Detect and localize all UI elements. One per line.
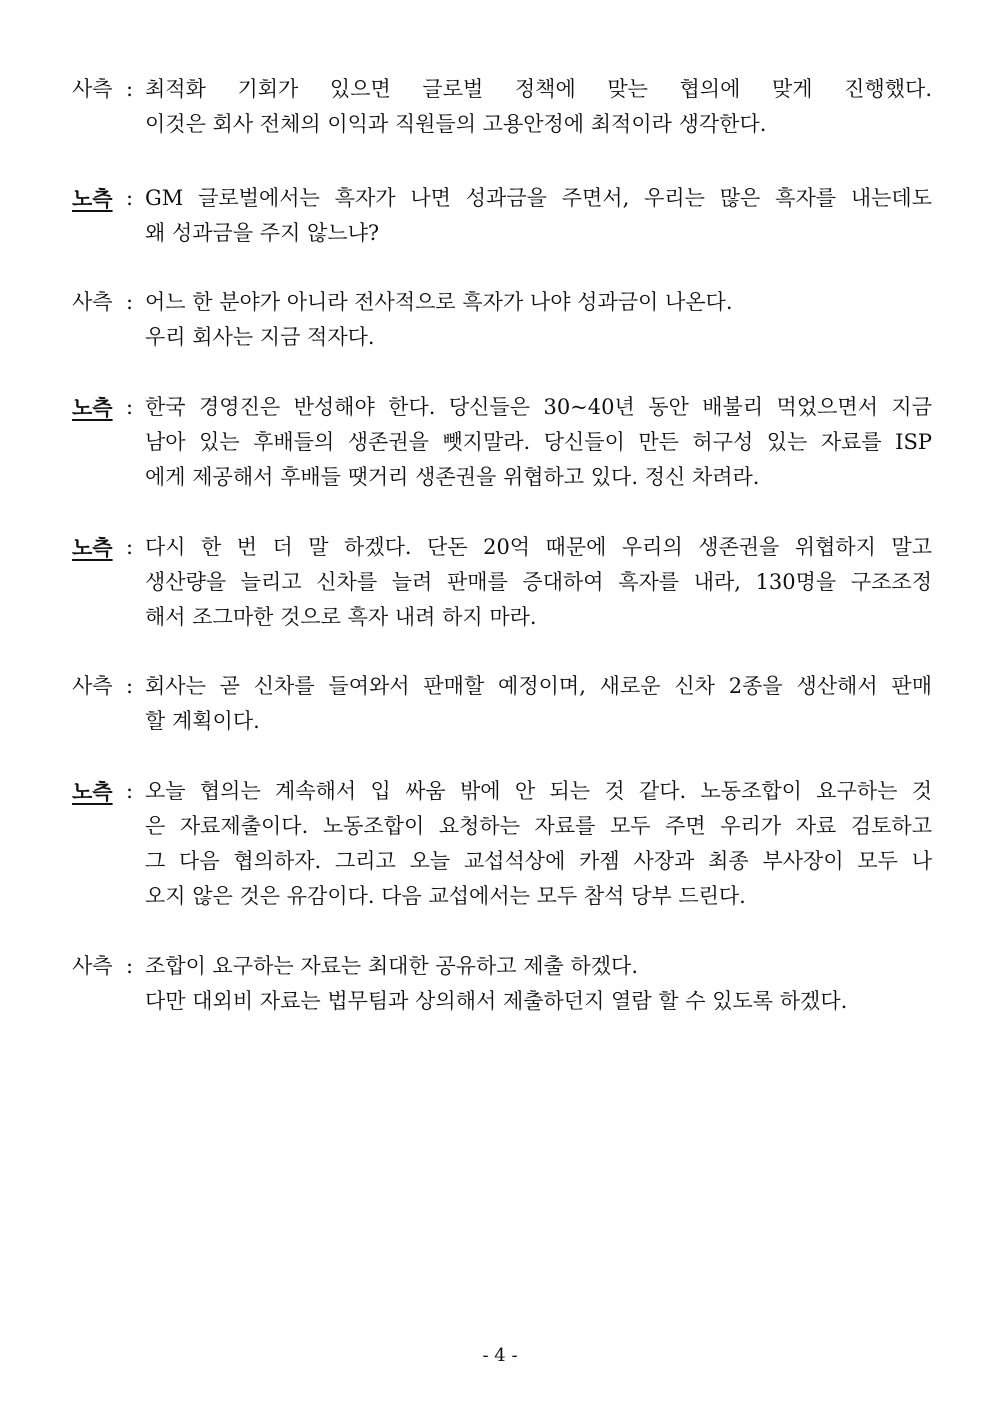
speaker-label: 사측 xyxy=(72,77,113,101)
dialogue-line xyxy=(72,984,932,1019)
dialogue-line xyxy=(72,704,932,739)
dialogue-block-company xyxy=(72,285,932,355)
dialogue-line xyxy=(72,600,932,635)
statement-text: 할 계획이다. xyxy=(145,709,260,733)
statement-text: 오지 않은 것은 유감이다. 다음 교섭에서는 모두 참석 당부 드린다. xyxy=(145,884,746,908)
dialogue-line xyxy=(72,320,932,355)
speaker-separator: : xyxy=(126,674,134,698)
statement-text: 그 다음 협의하자. 그리고 오늘 교섭석상에 카젬 사장과 최종 부사장이 모두 나 xyxy=(145,849,932,873)
speaker-label: 노측 xyxy=(72,186,113,211)
dialogue-line xyxy=(72,879,932,914)
dialogue-block-company xyxy=(72,949,932,1019)
statement-text: 해서 조그마한 것으로 흑자 내려 하지 마라. xyxy=(145,605,537,629)
statement-text: 은 자료제출이다. 노동조합이 요청하는 자료를 모두 주면 우리가 자료 검토하고 xyxy=(145,814,932,838)
dialogue-line xyxy=(72,565,932,600)
dialogue-block-union xyxy=(72,530,932,635)
dialogue-line xyxy=(72,460,932,495)
statement-text: 오늘 협의는 계속해서 입 싸움 밖에 안 되는 것 같다. 노동조합이 요구하는 것 xyxy=(145,779,932,803)
statement-text: 남아 있는 후배들의 생존권을 뺏지말라. 당신들이 만든 허구성 있는 자료를 ISP xyxy=(145,430,932,454)
dialogue-block-union xyxy=(72,390,932,495)
speaker-separator: : xyxy=(126,395,134,419)
speaker-separator: : xyxy=(126,779,134,803)
dialogue-line xyxy=(72,949,932,984)
dialogue-line xyxy=(72,774,932,809)
statement-text: 다시 한 번 더 말 하겠다. 단돈 20억 때문에 우리의 생존권을 위협하지 말고 xyxy=(145,535,932,559)
statement-text: 회사는 곧 신차를 들여와서 판매할 예정이며, 새로운 신차 2종을 생산해서 판매 xyxy=(145,674,932,698)
dialogue-line xyxy=(72,809,932,844)
dialogue-block-company xyxy=(72,72,932,142)
dialogue-line xyxy=(72,107,932,142)
speaker-label: 사측 xyxy=(72,674,113,698)
speaker-separator: : xyxy=(126,535,134,559)
dialogue-line xyxy=(72,72,932,107)
statement-text: 한국 경영진은 반성해야 한다. 당신들은 30~40년 동안 배불리 먹었으면서 지금 xyxy=(145,395,932,419)
dialogue-line xyxy=(72,844,932,879)
speaker-label: 노측 xyxy=(72,395,113,420)
speaker-label: 노측 xyxy=(72,535,113,560)
dialogue-line xyxy=(72,669,932,704)
speaker-label: 노측 xyxy=(72,779,113,804)
dialogue-line xyxy=(72,390,932,425)
statement-text: 최적화 기회가 있으면 글로벌 정책에 맞는 협의에 맞게 진행했다. xyxy=(145,77,932,101)
dialogue-block-union xyxy=(72,774,932,914)
speaker-separator: : xyxy=(126,77,134,101)
dialogue-block-union xyxy=(72,181,932,251)
speaker-label: 사측 xyxy=(72,954,113,978)
speaker-separator: : xyxy=(126,290,134,314)
speaker-separator: : xyxy=(126,186,134,210)
dialogue-line xyxy=(72,285,932,320)
dialogue-line xyxy=(72,425,932,460)
statement-text: 에게 제공해서 후배들 땟거리 생존권을 위협하고 있다. 정신 차려라. xyxy=(145,465,760,489)
dialogue-line xyxy=(72,216,932,251)
statement-text: GM 글로벌에서는 흑자가 나면 성과금을 주면서, 우리는 많은 흑자를 내는데도 xyxy=(145,186,932,210)
statement-text: 조합이 요구하는 자료는 최대한 공유하고 제출 하겠다. xyxy=(145,954,639,978)
statement-text: 우리 회사는 지금 적자다. xyxy=(145,325,375,349)
statement-text: 생산량을 늘리고 신차를 늘려 판매를 증대하여 흑자를 내라, 130명을 구조조정 xyxy=(145,570,932,594)
speaker-label: 사측 xyxy=(72,290,113,314)
statement-text: 다만 대외비 자료는 법무팀과 상의해서 제출하던지 열람 할 수 있도록 하겠다. xyxy=(145,989,848,1013)
dialogue-block-company xyxy=(72,669,932,739)
statement-text: 어느 한 분야가 아니라 전사적으로 흑자가 나야 성과금이 나온다. xyxy=(145,290,733,314)
speaker-separator: : xyxy=(126,954,134,978)
dialogue-line xyxy=(72,530,932,565)
dialogue-line xyxy=(72,181,932,216)
statement-text: 왜 성과금을 주지 않느냐? xyxy=(145,221,380,245)
statement-text: 이것은 회사 전체의 이익과 직원들의 고용안정에 최적이라 생각한다. xyxy=(145,112,767,136)
page-number: - 4 - xyxy=(482,1345,518,1366)
